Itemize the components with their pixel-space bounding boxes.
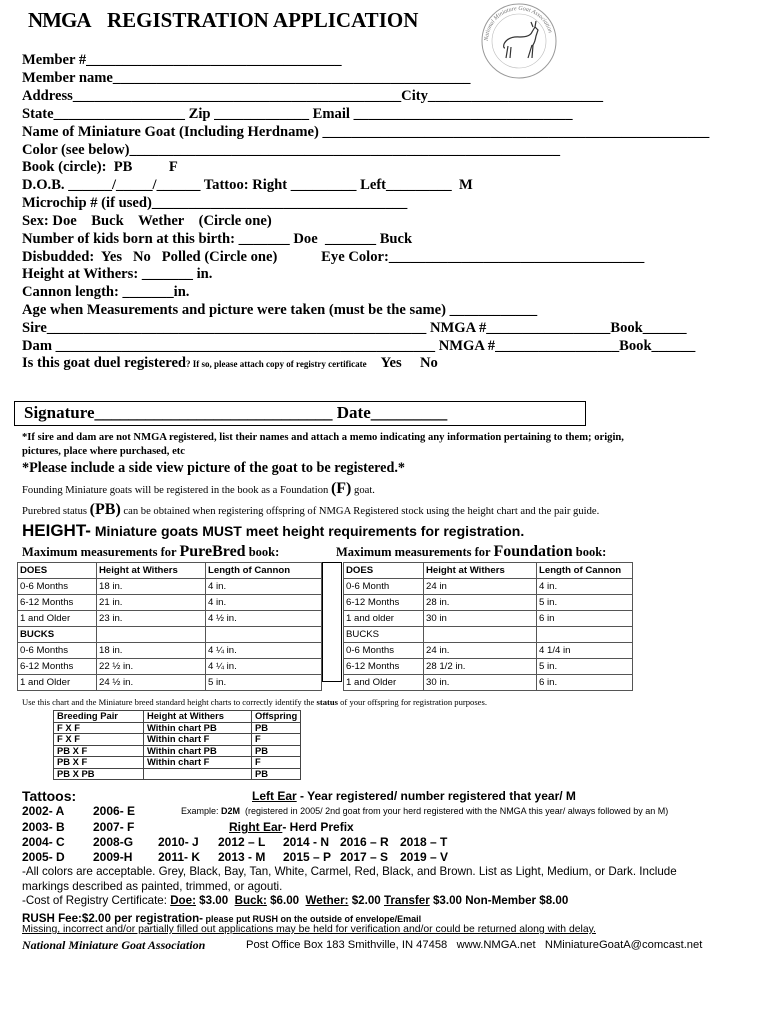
table-header-cell: Breeding Pair bbox=[54, 711, 144, 723]
kids-born-field[interactable]: Number of kids born at this birth: _______ Doe _______ Buck bbox=[22, 231, 413, 247]
dam-field[interactable]: Dam ____________________________________________________ NMGA #_________________Book______ bbox=[22, 338, 696, 354]
table-cell: 30 in bbox=[424, 611, 537, 627]
table-cell bbox=[144, 768, 252, 780]
table-cell: PB bbox=[252, 745, 301, 757]
left-ear-label: Left Ear bbox=[252, 789, 297, 803]
table-cell: PB bbox=[252, 722, 301, 734]
address-field[interactable]: Address_____________________________________________City________________________ bbox=[22, 88, 604, 104]
table-row bbox=[344, 595, 633, 611]
max-pb-big: PureBred bbox=[179, 543, 246, 560]
table-cell: F X F bbox=[54, 734, 144, 746]
costs-pre: -Cost of Registry Certificate: bbox=[22, 894, 171, 907]
purebred-text: Purebred status bbox=[22, 506, 90, 517]
sex-field[interactable]: Sex: Doe Buck Wether (Circle one) bbox=[22, 213, 272, 229]
height-withers-field[interactable]: Height at Withers: _______ in. bbox=[22, 266, 213, 282]
table-cell: 30 in. bbox=[424, 675, 537, 691]
table-cell: 6 in bbox=[537, 611, 633, 627]
table-cell: 0-6 Months bbox=[18, 579, 97, 595]
state-zip-email-field[interactable]: State__________________ Zip _____________ Email ______________________________ bbox=[22, 106, 573, 122]
table-cell bbox=[97, 627, 206, 643]
table-header-row bbox=[54, 711, 301, 723]
table-row bbox=[344, 675, 633, 691]
tattoos-label: Tattoos: bbox=[22, 788, 77, 804]
table-cell: 5 in. bbox=[537, 595, 633, 611]
max-f-big: Foundation bbox=[493, 543, 573, 560]
colors-note-2: markings described as painted, trimmed, or agouti. bbox=[22, 880, 283, 893]
height-label: HEIGHT- bbox=[22, 521, 91, 540]
table-row bbox=[344, 611, 633, 627]
rush-fee-label: RUSH Fee:$2.00 per registration- bbox=[22, 912, 204, 925]
table-row bbox=[18, 627, 322, 643]
table-cell: 28 in. bbox=[424, 595, 537, 611]
svg-text:National Miniature Goat Associ: National Miniature Goat Association bbox=[483, 5, 553, 42]
tattoo-year-2010: 2010- J bbox=[158, 835, 199, 849]
tattoo-year-2007: 2007- F bbox=[93, 820, 135, 834]
use-chart-text: Use this chart and the Miniature breed standard height charts to correctly identify the bbox=[22, 697, 317, 707]
height-rest: Miniature goats MUST meet height requirements for registration. bbox=[90, 523, 525, 539]
tattoo-year-2004: 2004- C bbox=[22, 835, 65, 849]
cost-buck-value: $6.00 bbox=[266, 894, 306, 907]
use-chart-text-end: of your offspring for registration purposes. bbox=[337, 697, 487, 707]
left-ear-line bbox=[252, 789, 576, 803]
registry-costs bbox=[22, 894, 568, 907]
table-cell: 22 ½ in. bbox=[97, 659, 206, 675]
table-cell: PB X PB bbox=[54, 768, 144, 780]
table-cell: 23 in. bbox=[97, 611, 206, 627]
breeding-pair-table bbox=[53, 710, 301, 780]
max-pb-post: book: bbox=[245, 545, 280, 559]
cost-doe-value: $3.00 bbox=[195, 894, 235, 907]
table-cell: 21 in. bbox=[97, 595, 206, 611]
table-row bbox=[344, 579, 633, 595]
table-row bbox=[54, 734, 301, 746]
tattoo-year-2002: 2002- A bbox=[22, 804, 65, 818]
tattoo-year-2015: 2015 – P bbox=[283, 850, 332, 864]
sire-dam-note-2: pictures, place where purchased, etc bbox=[22, 446, 186, 457]
cannon-length-field[interactable]: Cannon length: _______in. bbox=[22, 284, 190, 300]
table-row bbox=[344, 659, 633, 675]
table-row bbox=[344, 643, 633, 659]
table-cell: 18 in. bbox=[97, 643, 206, 659]
table-row bbox=[54, 745, 301, 757]
table-cell: Within chart F bbox=[144, 734, 252, 746]
table-row bbox=[18, 595, 322, 611]
table-cell: 18 in. bbox=[97, 579, 206, 595]
goat-icon bbox=[504, 21, 538, 58]
tattoo-year-2019: 2019 – V bbox=[400, 850, 449, 864]
tattoo-year-2018: 2018 – T bbox=[400, 835, 448, 849]
table-cell: 4 ½ in. bbox=[206, 611, 322, 627]
duel-no-option[interactable]: No bbox=[419, 355, 438, 371]
cost-transfer-value: $3.00 Non-Member $8.00 bbox=[429, 894, 569, 907]
table-header-row bbox=[344, 563, 633, 579]
left-ear-desc: - Year registered/ number registered that year/ M bbox=[296, 789, 576, 803]
measurement-age-field[interactable]: Age when Measurements and picture were taken (must be the same) ____________ bbox=[22, 302, 538, 318]
dob-tattoo-field[interactable]: D.O.B. ______/_____/______ Tattoo: Right _________ Left_________ M bbox=[22, 177, 473, 193]
table-cell: 4 ¼ in. bbox=[206, 659, 322, 675]
table-cell: Within chart PB bbox=[144, 745, 252, 757]
table-cell: 6-12 Months bbox=[18, 659, 97, 675]
table-cell: BUCKS bbox=[344, 627, 424, 643]
signature-date-field[interactable]: Signature____________________________ Date_________ bbox=[24, 403, 448, 422]
table-header-cell: Length of Cannon bbox=[206, 563, 322, 579]
color-field[interactable]: Color (see below)___________________________________________________________ bbox=[22, 142, 561, 158]
table-row bbox=[54, 722, 301, 734]
cost-doe-label: Doe: bbox=[170, 894, 196, 907]
table-cell: PB X F bbox=[54, 757, 144, 769]
right-ear-line bbox=[229, 820, 354, 834]
table-row bbox=[18, 659, 322, 675]
duel-note: ? If so, please attach copy of registry certificate bbox=[186, 359, 367, 369]
table-cell: PB X F bbox=[54, 745, 144, 757]
side-view-note: *Please include a side view picture of the goat to be registered.* bbox=[22, 460, 406, 476]
cost-wether-value: $2.00 bbox=[348, 894, 384, 907]
table-header-cell: DOES bbox=[18, 563, 97, 579]
cost-transfer-label: Transfer bbox=[383, 894, 430, 907]
max-f-pre: Maximum measurements for bbox=[336, 545, 494, 559]
table-cell: 0-6 Months bbox=[344, 643, 424, 659]
table-cell bbox=[424, 627, 537, 643]
table-cell: Within chart F bbox=[144, 757, 252, 769]
table-cell: 6 in. bbox=[537, 675, 633, 691]
table-cell: F bbox=[252, 757, 301, 769]
table-header-cell: Height at Withers bbox=[424, 563, 537, 579]
tattoo-example bbox=[181, 806, 668, 816]
microchip-field[interactable]: Microchip # (if used)___________________________________ bbox=[22, 195, 408, 211]
tattoo-year-2003: 2003- B bbox=[22, 820, 65, 834]
association-seal bbox=[478, 0, 560, 82]
use-chart-note bbox=[22, 697, 487, 707]
table-cell: 5 in. bbox=[537, 659, 633, 675]
cost-buck-label: Buck: bbox=[234, 894, 267, 907]
right-ear-desc: - Herd Prefix bbox=[282, 820, 354, 834]
member-name-field[interactable]: Member name_________________________________________________ bbox=[22, 70, 471, 86]
table-cell: BUCKS bbox=[18, 627, 97, 643]
table-cell: 6-12 Months bbox=[344, 659, 424, 675]
colors-note: -All colors are acceptable. Grey, Black, Bay, Tan, White, Carmel, Red, Black, and Brown. List as Light, Medium, or Dark. Include bbox=[22, 865, 677, 878]
rush-fee-note: please put RUSH on the outside of envelope/Email bbox=[203, 914, 422, 924]
table-cell: 0-6 Month bbox=[344, 579, 424, 595]
purebred-note bbox=[22, 501, 599, 519]
tattoo-year-2016: 2016 – R bbox=[340, 835, 389, 849]
tattoo-year-2005: 2005- D bbox=[22, 850, 65, 864]
table-cell: 28 1/2 in. bbox=[424, 659, 537, 675]
table-row bbox=[18, 579, 322, 595]
tattoo-year-2017: 2017 – S bbox=[340, 850, 389, 864]
table-row bbox=[54, 768, 301, 780]
table-cell: 4 in. bbox=[537, 579, 633, 595]
table-cell: 1 and Older bbox=[18, 675, 97, 691]
example-pre: Example: bbox=[181, 806, 222, 816]
table-cell: 1 and older bbox=[344, 611, 424, 627]
footer-address[interactable]: Post Office Box 183 Smithville, IN 47458 www.NMGA.net NMiniatureGoatA@comcast.net bbox=[246, 939, 703, 951]
table-header-cell: Length of Cannon bbox=[537, 563, 633, 579]
table-row bbox=[344, 627, 633, 643]
purebred-pb: (PB) bbox=[89, 501, 121, 518]
table-cell: 4 in. bbox=[206, 579, 322, 595]
table-cell: 4 ¼ in. bbox=[206, 643, 322, 659]
max-purebred-heading bbox=[22, 543, 279, 561]
max-foundation-heading bbox=[336, 543, 606, 561]
example-post: (registered in 2005/ 2nd goat from your herd registered with the NMGA this year/ always followed by an M) bbox=[240, 806, 669, 816]
height-heading bbox=[22, 521, 524, 541]
founding-f: (F) bbox=[330, 480, 352, 497]
table-cell: 1 and Older bbox=[18, 611, 97, 627]
cost-wether-label: Wether: bbox=[305, 894, 349, 907]
founding-text-end: goat. bbox=[351, 485, 375, 496]
sire-dam-note: *If sire and dam are not NMGA registered, list their names and attach a memo indicating any information pertaining to them; origin, bbox=[22, 432, 624, 443]
purebred-table bbox=[17, 562, 322, 691]
table-header-row bbox=[18, 563, 322, 579]
table-row bbox=[18, 675, 322, 691]
logo-text: NMGA bbox=[28, 8, 91, 32]
table-header-cell: Height at Withers bbox=[144, 711, 252, 723]
page-title: REGISTRATION APPLICATION bbox=[107, 8, 419, 32]
tattoo-year-2011: 2011- K bbox=[158, 850, 201, 864]
table-cell: 6-12 Months bbox=[344, 595, 424, 611]
use-chart-status: status bbox=[316, 697, 338, 707]
table-cell: 24 in bbox=[424, 579, 537, 595]
table-cell: 1 and Older bbox=[344, 675, 424, 691]
max-f-post: book: bbox=[572, 545, 607, 559]
purebred-text-end: can be obtained when registering offspring of NMGA Registered stock using the height chart and the pair guide. bbox=[120, 506, 600, 517]
table-cell: PB bbox=[252, 768, 301, 780]
table-cell: F bbox=[252, 734, 301, 746]
table-cell bbox=[206, 627, 322, 643]
tattoo-year-2008: 2008-G bbox=[93, 835, 134, 849]
missing-note: Missing, incorrect and/or partially filled out applications may be held for verification and/or could be returned along with delay. bbox=[22, 924, 596, 935]
table-cell: F X F bbox=[54, 722, 144, 734]
disbudded-eye-field[interactable]: Disbudded: Yes No Polled (Circle one) Eye Color:___________________________________ bbox=[22, 249, 645, 265]
tattoo-year-2006: 2006- E bbox=[93, 804, 136, 818]
table-cell bbox=[537, 627, 633, 643]
table-cell: Within chart PB bbox=[144, 722, 252, 734]
max-pb-pre: Maximum measurements for bbox=[22, 545, 180, 559]
table-cell: 6-12 Months bbox=[18, 595, 97, 611]
duel-question: Is this goat duel registered bbox=[22, 355, 187, 371]
founding-text: Founding Miniature goats will be registered in the book as a Foundation bbox=[22, 485, 331, 496]
footer-org: National Miniature Goat Association bbox=[22, 938, 206, 952]
table-cell: 4 in. bbox=[206, 595, 322, 611]
table-cell: 0-6 Months bbox=[18, 643, 97, 659]
member-number-field[interactable]: Member #___________________________________ bbox=[22, 52, 342, 68]
sire-field[interactable]: Sire____________________________________________________ NMGA #_________________Book______ bbox=[22, 320, 687, 336]
table-row bbox=[18, 643, 322, 659]
founding-note bbox=[22, 480, 375, 498]
table-header-cell: DOES bbox=[344, 563, 424, 579]
tattoo-year-2012: 2012 – L bbox=[218, 835, 266, 849]
book-field[interactable]: Book (circle): PB F bbox=[22, 159, 178, 175]
table-divider bbox=[322, 562, 342, 682]
tattoo-year-2009: 2009-H bbox=[93, 850, 133, 864]
table-header-cell: Offspring bbox=[252, 711, 301, 723]
table-cell: 24 in. bbox=[424, 643, 537, 659]
table-row bbox=[54, 757, 301, 769]
table-cell: 5 in. bbox=[206, 675, 322, 691]
tattoo-year-2013: 2013 - M bbox=[218, 850, 266, 864]
example-code: D2M bbox=[221, 806, 241, 816]
right-ear-label: Right Ear bbox=[229, 820, 283, 834]
tattoo-year-2014: 2014 - N bbox=[283, 835, 330, 849]
goat-name-field[interactable]: Name of Miniature Goat (Including Herdname) _____________________________________________________ bbox=[22, 124, 710, 140]
table-cell: 24 ½ in. bbox=[97, 675, 206, 691]
table-row bbox=[18, 611, 322, 627]
table-cell: 4 1/4 in bbox=[537, 643, 633, 659]
duel-yes-option[interactable]: Yes bbox=[380, 355, 402, 371]
duel-registered-line bbox=[22, 355, 438, 373]
table-header-cell: Height at Withers bbox=[97, 563, 206, 579]
foundation-table bbox=[343, 562, 633, 691]
